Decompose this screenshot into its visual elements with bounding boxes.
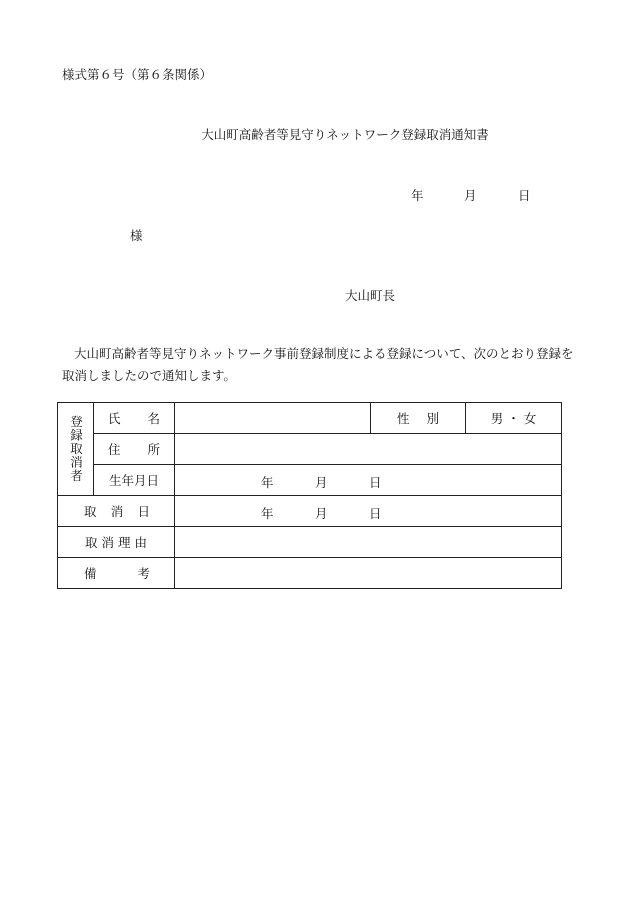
table-row bbox=[58, 403, 562, 434]
group-label: 登録取消者 bbox=[68, 415, 84, 483]
address-label-cell bbox=[94, 434, 175, 465]
gender-options: 男 ・ 女 bbox=[490, 411, 537, 426]
cancel-date-label-cell bbox=[58, 496, 175, 527]
cancel-date-year-label: 年 bbox=[261, 506, 274, 521]
registration-table bbox=[57, 402, 562, 589]
table-row bbox=[58, 434, 562, 465]
name-label-1: 氏 bbox=[108, 411, 121, 426]
name-field[interactable] bbox=[175, 403, 371, 434]
birthdate-day-label: 日 bbox=[369, 475, 382, 490]
addressee-suffix: 様 bbox=[130, 228, 143, 243]
gender-field[interactable] bbox=[466, 403, 562, 434]
birthdate-label-cell bbox=[94, 465, 175, 496]
birthdate-month-label: 月 bbox=[315, 475, 328, 490]
gender-label-2: 別 bbox=[426, 411, 439, 426]
cancel-date-day-label: 日 bbox=[369, 506, 382, 521]
gender-label-cell bbox=[371, 403, 466, 434]
cancel-date-label-3: 日 bbox=[137, 504, 150, 519]
remarks-label-cell bbox=[58, 558, 175, 589]
address-label-2: 所 bbox=[147, 442, 160, 457]
address-field[interactable] bbox=[175, 434, 562, 465]
table-row bbox=[58, 496, 562, 527]
cancel-date-field[interactable] bbox=[175, 496, 562, 527]
issuer-name: 大山町長 bbox=[345, 288, 396, 303]
remarks-field[interactable] bbox=[175, 558, 562, 589]
table-row bbox=[58, 465, 562, 496]
birthdate-field[interactable] bbox=[175, 465, 562, 496]
cancel-reason-field[interactable] bbox=[175, 527, 562, 558]
table-row bbox=[58, 527, 562, 558]
birthdate-year-label: 年 bbox=[261, 475, 274, 490]
form-number: 様式第６号（第６条関係） bbox=[62, 67, 213, 82]
cancel-date-month-label: 月 bbox=[315, 506, 328, 521]
birthdate-label: 生年月日 bbox=[108, 473, 159, 488]
cancel-date-label-1: 取 bbox=[84, 504, 97, 519]
body-text: 大山町高齢者等見守りネットワーク事前登録制度による登録について、次のとおり登録を取消しましたので通知します。 bbox=[62, 346, 574, 383]
date-day-label: 日 bbox=[518, 188, 531, 203]
group-label-cell bbox=[58, 403, 94, 496]
remarks-label-1: 備 bbox=[84, 566, 97, 581]
date-month-label: 月 bbox=[464, 188, 477, 203]
cancel-date-label-2: 消 bbox=[110, 504, 124, 519]
gender-label-1: 性 bbox=[397, 411, 410, 426]
document-title: 大山町高齢者等見守りネットワーク登録取消通知書 bbox=[201, 127, 489, 142]
table-row bbox=[58, 558, 562, 589]
date-year-label: 年 bbox=[411, 188, 424, 203]
remarks-label-2: 考 bbox=[137, 566, 150, 581]
cancel-reason-label-cell bbox=[58, 527, 175, 558]
cancel-reason-label: 取 消 理 由 bbox=[85, 535, 147, 550]
address-label-1: 住 bbox=[108, 442, 121, 457]
name-label-cell bbox=[94, 403, 175, 434]
name-label-2: 名 bbox=[147, 411, 160, 426]
